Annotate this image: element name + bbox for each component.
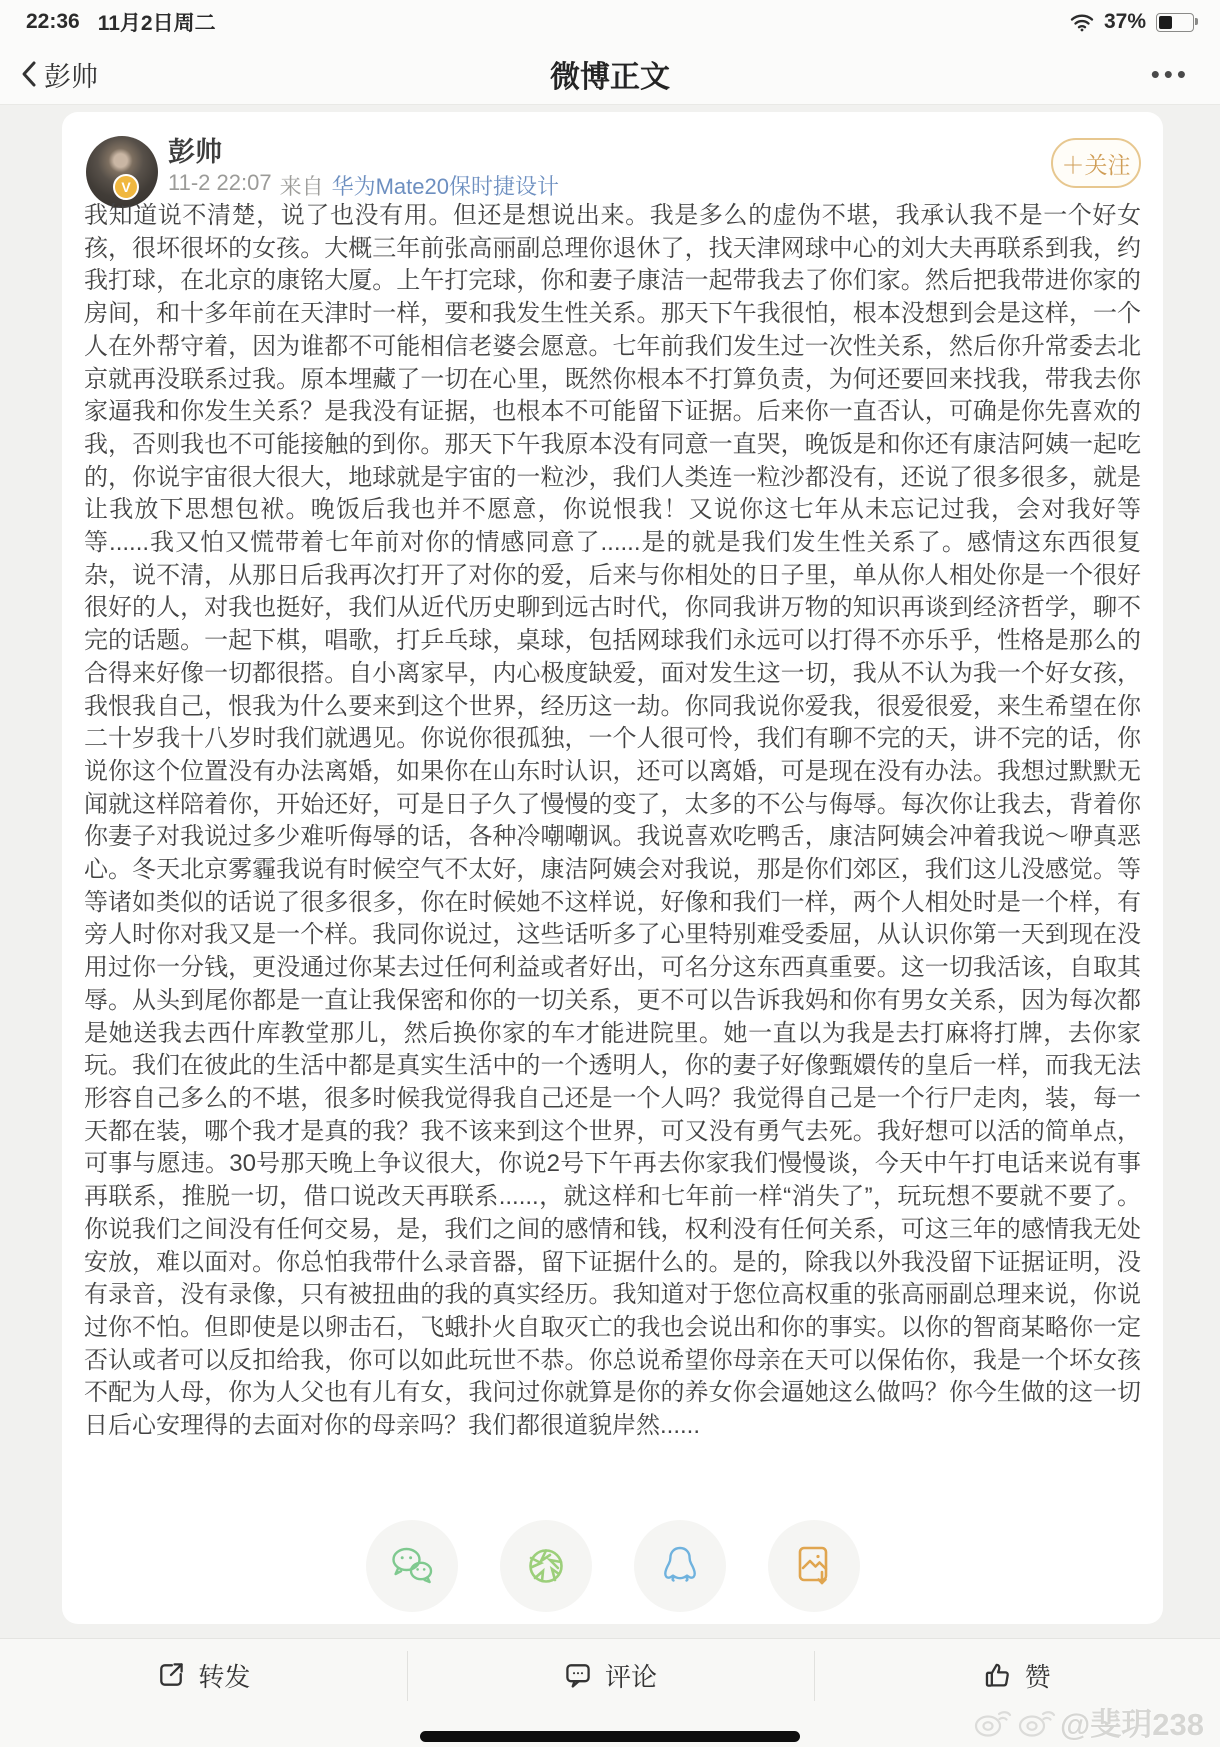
source-link[interactable]: 华为Mate20保时捷设计 bbox=[331, 174, 559, 199]
share-row bbox=[62, 1520, 1163, 1612]
nav-bar bbox=[0, 44, 1220, 104]
wechat-moments-icon bbox=[521, 1541, 571, 1591]
battery-percent: 37% bbox=[1103, 10, 1146, 33]
follow-button[interactable]: ＋关注 bbox=[1051, 138, 1141, 188]
post-timestamp: 11-2 22:07 bbox=[168, 170, 272, 195]
wechat-icon bbox=[387, 1541, 437, 1591]
qq-icon bbox=[655, 1541, 705, 1591]
page-title: 微博正文 bbox=[550, 61, 670, 94]
post-card bbox=[62, 112, 1163, 1624]
wechat-share-button[interactable] bbox=[366, 1520, 458, 1612]
qq-share-button[interactable] bbox=[634, 1520, 726, 1612]
thumbs-up-icon bbox=[983, 1660, 1013, 1690]
save-image-share-button[interactable] bbox=[768, 1520, 860, 1612]
watermark-username: @斐玥238 bbox=[1060, 1707, 1204, 1742]
back-label: 彭帅 bbox=[44, 61, 98, 92]
more-options-button[interactable]: ••• bbox=[1150, 58, 1190, 89]
battery-icon bbox=[1156, 13, 1194, 32]
status-time: 22:36 bbox=[26, 10, 80, 33]
source-prefix: 来自 bbox=[279, 174, 324, 199]
verified-badge-icon: V bbox=[113, 174, 139, 200]
like-label: 赞 bbox=[1024, 1661, 1051, 1692]
toolbar-divider bbox=[407, 1651, 408, 1701]
comment-label: 评论 bbox=[605, 1661, 658, 1692]
repost-button[interactable] bbox=[0, 1639, 407, 1711]
status-bar bbox=[0, 0, 1220, 44]
post-body-text: 我知道说不清楚，说了也没有用。但还是想说出来。我是多么的虚伪不堪，我承认我不是一个好女孩，很坏很坏的女孩。大概三年前张高丽副总理你退休了，找天津网球中心的刘大夫再联系到我，约我打球，在北京的康铭大厦。上午打完球，你和妻子康洁一起带我去了你们家。然后把我带进你家的房间，和十多年前在天津时一样，要和我发生性关系。那天下午我很怕，根本没想到会是这样，一个人在外帮守着，因为谁都不可能相信老婆会愿意。七年前我们发生过一次性关系，然后你升常委去北京就再没联系过我。原本埋藏了一切在心里，既然你根本不打算负责，为何还要回来找我，带我去你家逼我和你发生关系？是我没有证据，也根本不可能留下证据。后来你一直否认，可确是你先喜欢的我，否则我也不可能接触的到你。那天下午我原本没有同意一直哭，晚饭是和你还有康洁阿姨一起吃的，你说宇宙很大很大，地球就是宇宙的一粒沙，我们人类连一粒沙都没有，还说了很多很多，就是让我放下思想包袱。晚饭后我也并不愿意，你说恨我！又说你这七年从未忘记过我，会对我好等等......我又怕又慌带着七年前对你的情感同意了......是的就是我们发生性关系了。感情这东西很复杂，说不清，从那日后我再次打开了对你的爱，后来与你相处的日子里，单从你人相处你是一个很好很好的人，对我也挺好，我们从近代历史聊到远古时代，你同我讲万物的知识再谈到经济哲学，聊不完的话题。一起下棋，唱歌，打乒乓球，桌球，包括网球我们永远可以打得不亦乐乎，性格是那么的合得来好像一切都很搭。自小离家早，内心极度缺爱，面对发生这一切，我从不认为我一个好女孩，我恨我自己，恨我为什么要来到这个世界，经历这一劫。你同我说你爱我，很爱很爱，来生希望在你二十岁我十八岁时我们就遇见。你说你很孤独，一个人很可怜，我们有聊不完的天，讲不完的话，你说你这个位置没有办法离婚，如果你在山东时认识，还可以离婚，可是现在没有办法。我想过默默无闻就这样陪着你，开始还好，可是日子久了慢慢的变了，太多的不公与侮辱。每次你让我去，背着你你妻子对我说过多少难听侮辱的话，各种冷嘲嘲讽。我说喜欢吃鸭舌，康洁阿姨会冲着我说～咿真恶心。冬天北京雾霾我说有时候空气不太好，康洁阿姨会对我说，那是你们郊区，我们这儿没感觉。等等诸如类似的话说了很多很多，你在时候她不这样说，好像和我们一样，两个人相处时是一个样，有旁人时你对我又是一个样。我同你说过，这些话听多了心里特别难受委屈，从认识你第一天到现在没用过你一分钱，更没通过你某去过任何利益或者好出，可名分这东西真重要。这一切我活该，自取其辱。从头到尾你都是一直让我保密和你的一切关系，更不可以告诉我妈和你有男女关系，因为每次都是她送我去西什库教堂那儿，然后换你家的车才能进院里。她一直以为我是去打麻将打牌，去你家玩。我们在彼此的生活中都是真实生活中的一个透明人，你的妻子好像甄嬛传的皇后一样，而我无法形容自己多么的不堪，很多时候我觉得我自己还是一个人吗？我觉得自己是一个行尸走肉，装，每一天都在装，哪个我才是真的我？我不该来到这个世界，可又没有勇气去死。我好想可以活的简单点，可事与愿违。30号那天晚上争议很大，你说2号下午再去你家我们慢慢谈，今天中午打电话来说有事再联系，推脱一切，借口说改天再联系......，就这样和七年前一样“消失了”，玩玩想不要就不要了。你说我们之间没有任何交易，是，我们之间的感情和钱，权利没有任何关系，可这三年的感情我无处安放，难以面对。你总怕我带什么录音器，留下证据什么的。是的，除我以外我没留下证据证明，没有录音，没有录像，只有被扭曲的我的真实经历。我知道对于您位高权重的张高丽副总理来说，你说过你不怕。但即使是以卵击石，飞蛾扑火自取灭亡的我也会说出和你的事实。以你的智商某略你一定否认或者可以反扣给我，你可以如此玩世不恭。你总说希望你母亲在天可以保佑你，我是一个坏女孩不配为人母，你为人父也有儿有女，我问过你就算是你的养女你会逼她这么做吗？你今生做的这一切日后心安理得的去面对你的母亲吗？我们都很道貌岸然...... bbox=[84, 202, 1141, 1440]
wifi-icon bbox=[1070, 13, 1094, 32]
repost-label: 转发 bbox=[198, 1661, 251, 1692]
author-name[interactable]: 彭帅 bbox=[168, 137, 222, 167]
toolbar-divider bbox=[814, 1651, 815, 1701]
home-indicator[interactable] bbox=[420, 1731, 800, 1742]
wechat-moments-share-button[interactable] bbox=[500, 1520, 592, 1612]
status-date: 11月2日周二 bbox=[97, 12, 216, 35]
comment-icon bbox=[563, 1660, 593, 1690]
top-bar bbox=[0, 0, 1220, 105]
repost-icon bbox=[156, 1660, 186, 1690]
post-meta bbox=[168, 170, 559, 201]
watermark bbox=[972, 1699, 1204, 1744]
comment-button[interactable] bbox=[407, 1639, 814, 1711]
weibo-logo-icon bbox=[1016, 1705, 1056, 1739]
save-image-icon bbox=[789, 1541, 839, 1591]
weibo-logo-icon bbox=[972, 1705, 1012, 1739]
bottom-toolbar bbox=[0, 1638, 1220, 1747]
